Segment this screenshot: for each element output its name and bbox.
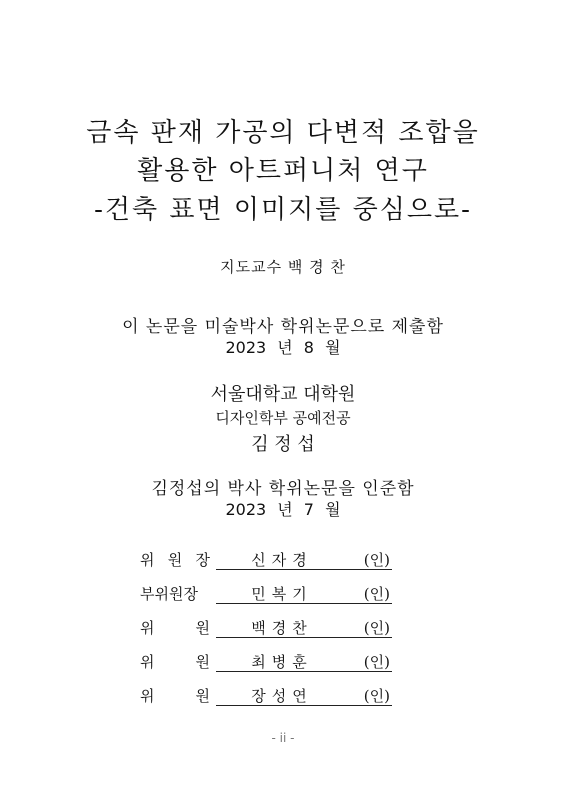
role-char: 위 — [140, 653, 155, 671]
committee-role — [140, 549, 210, 570]
role-char: 원 — [195, 653, 210, 671]
role-char: 원 — [195, 619, 210, 637]
submission-date: 2023 년 8 월 — [225, 338, 341, 357]
signature-line — [216, 617, 392, 638]
role-char: 위 — [140, 551, 155, 569]
committee-member-name: 신자경 — [251, 551, 313, 569]
department-name: 디자인학부 공예전공 — [215, 409, 351, 427]
committee-member-name: 민복기 — [251, 585, 313, 603]
committee-member-name: 최병훈 — [251, 653, 313, 671]
advisor: 지도교수 백 경 찬 — [220, 258, 346, 276]
committee-member-name: 백경찬 — [251, 619, 313, 637]
signature-line — [216, 583, 392, 604]
committee-row-member-2 — [140, 651, 400, 673]
committee-role — [140, 651, 210, 672]
role-char: 장 — [195, 551, 210, 569]
title-line-1: 금속 판재 가공의 다변적 조합을 — [86, 118, 480, 148]
seal-mark: (인) — [363, 619, 390, 637]
seal-mark: (인) — [363, 551, 390, 569]
role-char: 원 — [167, 551, 183, 569]
committee-role — [140, 685, 210, 706]
role-char: 위 — [140, 687, 155, 705]
approval-date: 2023 년 7 월 — [225, 500, 341, 519]
page-number: - ii - — [271, 731, 295, 745]
approval-statement: 김정섭의 박사 학위논문을 인준함 — [151, 479, 415, 499]
committee-member-name: 장성연 — [251, 687, 313, 705]
signature-line — [216, 651, 392, 672]
seal-mark: (인) — [363, 653, 390, 671]
committee-row-vice-chair — [140, 583, 400, 605]
submission-statement: 이 논문을 미술박사 학위논문으로 제출함 — [122, 317, 444, 337]
role-text: 부위원장 — [140, 585, 198, 603]
role-char: 위 — [140, 619, 155, 637]
committee-role — [140, 617, 210, 638]
school-name: 서울대학교 대학원 — [210, 384, 356, 405]
committee-row-member-1 — [140, 617, 400, 639]
seal-mark: (인) — [363, 687, 390, 705]
seal-mark: (인) — [363, 585, 390, 603]
committee-row-member-3 — [140, 685, 400, 707]
title-subtitle: -건축 표면 이미지를 중심으로- — [94, 195, 472, 225]
author-name: 김 정 섭 — [251, 434, 315, 455]
role-char: 원 — [195, 687, 210, 705]
committee-role — [140, 583, 210, 604]
signature-line — [216, 685, 392, 706]
title-line-2: 활용한 아트퍼니처 연구 — [137, 156, 429, 186]
signature-line — [216, 549, 392, 570]
committee-row-chair — [140, 549, 400, 571]
